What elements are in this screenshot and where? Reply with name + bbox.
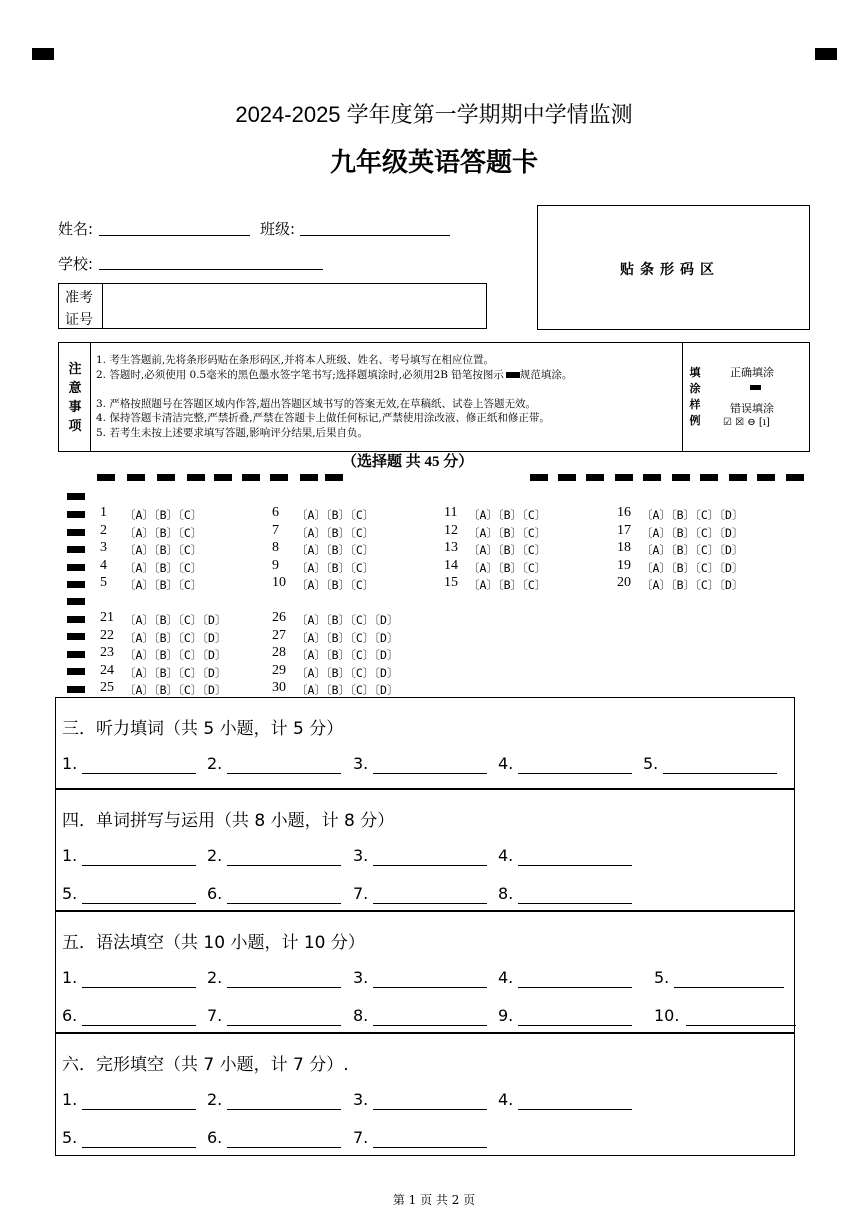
timing-mark-left: [67, 493, 85, 500]
answer-blank[interactable]: [686, 1025, 796, 1026]
timing-mark-left: [67, 686, 85, 693]
answer-blank[interactable]: [82, 987, 196, 988]
corner-mark-right: [815, 48, 837, 60]
answer-options[interactable]: 〔A〕〔B〕〔C〕〔D〕: [124, 613, 227, 627]
timing-mark-top: [615, 474, 633, 481]
answer-blank[interactable]: [82, 865, 196, 866]
answer-options[interactable]: 〔A〕〔B〕〔C〕: [296, 578, 375, 592]
timing-mark-top: [242, 474, 260, 481]
question-number: 30: [272, 680, 286, 695]
school-label: 学校:: [58, 255, 94, 273]
answer-options[interactable]: 〔A〕〔B〕〔C〕: [468, 560, 547, 575]
timing-mark-top: [729, 474, 747, 481]
blank-number: 5.: [62, 884, 78, 903]
section-heading: 三．听力填词（共 5 小题，计 5 分）: [62, 719, 344, 739]
blank-number: 8.: [498, 884, 514, 903]
answer-options[interactable]: 〔A〕〔B〕〔C〕〔D〕: [641, 560, 744, 575]
question-number: 8: [272, 540, 279, 555]
answer-options[interactable]: 〔A〕〔B〕〔C〕〔D〕: [124, 665, 227, 680]
question-number: 19: [617, 557, 631, 573]
blank-number: 3.: [353, 1090, 369, 1109]
blank-number: 7.: [353, 1128, 369, 1147]
timing-mark-top: [672, 474, 690, 481]
blank-number: 5.: [643, 754, 659, 773]
timing-mark-top: [643, 474, 661, 481]
question-number: 7: [272, 522, 279, 538]
timing-mark-left: [67, 668, 85, 675]
answer-blank[interactable]: [82, 1025, 196, 1026]
section-heading: 六．完形填空（共 7 小题，计 7 分）.: [62, 1055, 349, 1075]
barcode-area: [537, 205, 810, 330]
answer-blank[interactable]: [82, 903, 196, 904]
blank-number: 1.: [62, 846, 78, 865]
name-field[interactable]: [99, 235, 250, 236]
page-subtitle: 九年级英语答题卡: [329, 148, 538, 178]
notice-item-1: 1. 考生答题前,先将条形码贴在条形码区,并将本人班级、姓名、考号填写在相应位置。: [96, 354, 495, 366]
question-number: 28: [272, 645, 286, 660]
answer-options[interactable]: 〔A〕〔B〕〔C〕〔D〕: [124, 648, 227, 662]
question-number: 22: [100, 627, 114, 643]
blank-number: 1.: [62, 968, 78, 987]
notice-box: [58, 342, 810, 452]
question-number: 21: [100, 610, 114, 625]
section-heading: 五．语法填空（共 10 小题，计 10 分）: [62, 933, 365, 953]
answer-options[interactable]: 〔A〕〔B〕〔C〕〔D〕: [641, 543, 744, 557]
answer-blank[interactable]: [227, 987, 341, 988]
question-number: 23: [100, 645, 114, 660]
timing-mark-top: [97, 474, 115, 481]
blank-number: 1.: [62, 754, 78, 773]
answer-blank[interactable]: [663, 773, 777, 774]
question-number: 2: [100, 522, 107, 538]
blank-number: 4.: [498, 968, 514, 987]
question-number: 26: [272, 610, 286, 625]
timing-mark-left: [67, 546, 85, 553]
answer-blank[interactable]: [518, 865, 632, 866]
timing-mark-left: [67, 529, 85, 536]
question-number: 24: [100, 662, 114, 678]
question-number: 10: [272, 575, 286, 590]
exam-id-label-line1: 准考: [65, 290, 93, 306]
timing-mark-top: [786, 474, 804, 481]
name-label: 姓名:: [58, 220, 94, 238]
question-number: 27: [272, 627, 286, 643]
answer-blank[interactable]: [373, 865, 487, 866]
answer-options[interactable]: 〔A〕〔B〕〔C〕〔D〕: [296, 648, 399, 662]
answer-blank[interactable]: [373, 987, 487, 988]
notice-heading-3: 项: [68, 419, 82, 434]
blank-number: 6.: [62, 1006, 78, 1025]
answer-blank[interactable]: [227, 865, 341, 866]
answer-options[interactable]: 〔A〕〔B〕〔C〕: [296, 508, 375, 522]
corner-mark-left: [32, 48, 54, 60]
answer-blank[interactable]: [518, 1025, 632, 1026]
page-title: 2024-2025 学年度第一学期期中学情监测: [235, 102, 633, 127]
timing-mark-top: [530, 474, 548, 481]
blank-number: 4.: [498, 1090, 514, 1109]
timing-mark-top: [157, 474, 175, 481]
fill-heading-1: 涂: [689, 382, 701, 395]
question-number: 6: [272, 505, 279, 520]
notice-item-2-tail: 规范填涂。: [519, 368, 573, 381]
timing-mark-top: [558, 474, 576, 481]
timing-mark-left: [67, 511, 85, 518]
answer-blank[interactable]: [518, 987, 632, 988]
class-field[interactable]: [300, 235, 450, 236]
wrong-fill-label: 错误填涂: [730, 402, 774, 415]
question-number: 15: [444, 575, 458, 590]
notice-item-4: 4. 保持答题卡清洁完整,严禁折叠,严禁在答题卡上做任何标记,严禁使用涂改液、修正纸和修正带。: [96, 412, 550, 425]
blank-number: 10.: [654, 1006, 680, 1025]
answer-options[interactable]: 〔A〕〔B〕〔C〕: [468, 508, 547, 522]
answer-options[interactable]: 〔A〕〔B〕〔C〕〔D〕: [296, 613, 399, 627]
answer-blank[interactable]: [518, 903, 632, 904]
blank-number: 4.: [498, 846, 514, 865]
written-section-3: [55, 697, 795, 789]
exam-id-box[interactable]: [58, 283, 487, 329]
question-number: 13: [444, 540, 458, 555]
fill-sample-divider: [682, 343, 683, 451]
notice-item-3: 3. 严格按照题号在答题区域内作答,超出答题区域书写的答案无效,在草稿纸、试卷上答题无效。: [96, 397, 537, 410]
blank-number: 2.: [207, 754, 223, 773]
blank-number: 6.: [207, 1128, 223, 1147]
answer-blank[interactable]: [82, 1147, 196, 1148]
blank-number: 1.: [62, 1090, 78, 1109]
question-number: 5: [100, 575, 107, 590]
blank-number: 6.: [207, 884, 223, 903]
answer-options[interactable]: 〔A〕〔B〕〔C〕: [468, 578, 547, 592]
notice-heading-2: 事: [68, 400, 82, 415]
answer-blank[interactable]: [518, 773, 632, 774]
notice-item-2: [96, 368, 682, 383]
blank-number: 2.: [207, 968, 223, 987]
timing-mark-top: [325, 474, 343, 481]
blank-number: 9.: [498, 1006, 514, 1025]
barcode-label: 贴条形码区: [620, 262, 720, 278]
timing-mark-left: [67, 564, 85, 571]
blank-number: 5.: [62, 1128, 78, 1147]
blank-number: 4.: [498, 754, 514, 773]
answer-options[interactable]: 〔A〕〔B〕〔C〕: [296, 560, 375, 575]
answer-options[interactable]: 〔A〕〔B〕〔C〕: [124, 543, 203, 557]
answer-options[interactable]: 〔A〕〔B〕〔C〕〔D〕: [296, 630, 399, 645]
answer-options[interactable]: 〔A〕〔B〕〔C〕: [124, 508, 203, 522]
answer-blank[interactable]: [373, 1147, 487, 1148]
timing-mark-top: [757, 474, 775, 481]
answer-options[interactable]: 〔A〕〔B〕〔C〕: [124, 525, 203, 540]
timing-mark-top: [187, 474, 205, 481]
blank-number: 3.: [353, 846, 369, 865]
blank-number: 2.: [207, 846, 223, 865]
answer-options[interactable]: 〔A〕〔B〕〔C〕: [296, 543, 375, 557]
exam-id-label-cell: [59, 284, 103, 328]
question-number: 12: [444, 522, 458, 538]
question-number: 20: [617, 575, 631, 590]
fill-heading-0: 填: [689, 366, 701, 379]
answer-blank[interactable]: [227, 1109, 341, 1110]
question-number: 29: [272, 662, 286, 678]
answer-blank[interactable]: [373, 1025, 487, 1026]
question-number: 11: [444, 505, 458, 520]
answer-options[interactable]: 〔A〕〔B〕〔C〕: [124, 578, 203, 592]
section-heading: 四．单词拼写与运用（共 8 小题，计 8 分）: [62, 811, 395, 831]
fill-sample-icon: [506, 372, 520, 378]
notice-heading-1: 意: [68, 381, 82, 396]
school-field[interactable]: [99, 269, 323, 270]
answer-blank[interactable]: [373, 903, 487, 904]
blank-number: 5.: [654, 968, 670, 987]
notice-heading-0: 注: [68, 362, 82, 377]
answer-blank[interactable]: [373, 1109, 487, 1110]
class-label: 班级:: [260, 220, 296, 238]
answer-blank[interactable]: [227, 773, 341, 774]
answer-blank[interactable]: [227, 903, 341, 904]
timing-mark-left: [67, 633, 85, 640]
blank-number: 7.: [207, 1006, 223, 1025]
answer-options[interactable]: 〔A〕〔B〕〔C〕〔D〕: [124, 683, 227, 697]
question-number: 1: [100, 505, 107, 520]
notice-item-2-text: 2. 答题时,必须使用 0.5毫米的黑色墨水签字笔书写;选择题填涂时,必须用2B 铅笔按图示: [96, 368, 504, 381]
question-number: 17: [617, 522, 631, 538]
fill-heading-2: 样: [689, 398, 701, 411]
answer-options[interactable]: 〔A〕〔B〕〔C〕〔D〕: [641, 578, 744, 592]
answer-options[interactable]: 〔A〕〔B〕〔C〕〔D〕: [296, 683, 399, 697]
blank-number: 3.: [353, 968, 369, 987]
answer-options[interactable]: 〔A〕〔B〕〔C〕: [468, 525, 547, 540]
timing-mark-top: [127, 474, 145, 481]
answer-blank[interactable]: [518, 1109, 632, 1110]
timing-mark-top: [300, 474, 318, 481]
question-number: 14: [444, 557, 458, 573]
notice-item-5: 5. 若考生未按上述要求填写答题,影响评分结果,后果自负。: [96, 427, 369, 439]
timing-mark-left: [67, 651, 85, 658]
question-number: 3: [100, 540, 107, 555]
answer-options[interactable]: 〔A〕〔B〕〔C〕〔D〕: [641, 525, 744, 540]
correct-fill-sample-icon: [750, 385, 761, 390]
answer-blank[interactable]: [82, 773, 196, 774]
question-number: 25: [100, 680, 114, 695]
blank-number: 8.: [353, 1006, 369, 1025]
question-number: 9: [272, 557, 279, 573]
question-number: 18: [617, 540, 631, 555]
blank-number: 7.: [353, 884, 369, 903]
answer-blank[interactable]: [373, 773, 487, 774]
timing-mark-left: [67, 581, 85, 588]
timing-mark-left: [67, 598, 85, 605]
answer-options[interactable]: 〔A〕〔B〕〔C〕〔D〕: [641, 508, 744, 522]
question-number: 4: [100, 557, 107, 573]
blank-number: 3.: [353, 754, 369, 773]
timing-mark-left: [67, 616, 85, 623]
answer-options[interactable]: 〔A〕〔B〕〔C〕〔D〕: [296, 665, 399, 680]
answer-options[interactable]: 〔A〕〔B〕〔C〕: [296, 525, 375, 540]
exam-id-label-line2: 证号: [65, 312, 93, 328]
answer-blank[interactable]: [82, 1109, 196, 1110]
timing-mark-top: [214, 474, 232, 481]
timing-mark-top: [270, 474, 288, 481]
answer-blank[interactable]: [674, 987, 784, 988]
page-footer: 第 1 页 共 2 页: [392, 1193, 476, 1207]
answer-options[interactable]: 〔A〕〔B〕〔C〕: [468, 543, 547, 557]
timing-mark-top: [586, 474, 604, 481]
wrong-fill-samples: ☑ ☒ ⊖ [ı]: [723, 417, 770, 428]
correct-fill-label: 正确填涂: [730, 366, 774, 379]
answer-options[interactable]: 〔A〕〔B〕〔C〕〔D〕: [124, 630, 227, 645]
fill-heading-3: 例: [689, 414, 701, 427]
choice-section-title: （选择题 共 45 分）: [342, 454, 474, 470]
question-number: 16: [617, 505, 631, 520]
notice-heading-cell: [59, 343, 91, 451]
answer-blank[interactable]: [227, 1025, 341, 1026]
timing-mark-top: [700, 474, 718, 481]
blank-number: 2.: [207, 1090, 223, 1109]
answer-options[interactable]: 〔A〕〔B〕〔C〕: [124, 560, 203, 575]
answer-blank[interactable]: [227, 1147, 341, 1148]
